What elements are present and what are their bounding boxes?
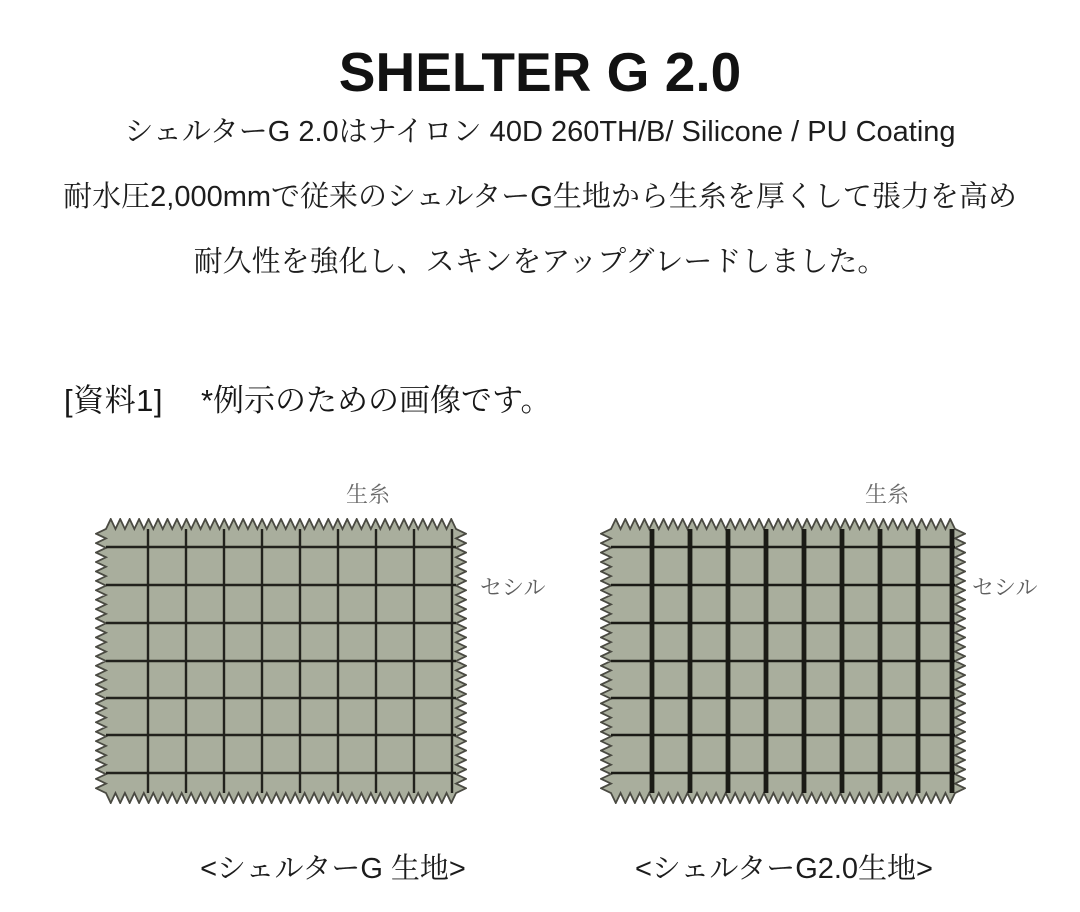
description-line-2: 耐水圧2,000mmで従来のシェルターG生地から生糸を厚くして張力を高め bbox=[63, 181, 1017, 213]
page-title: SHELTER G 2.0 bbox=[338, 40, 742, 103]
figure-caption: <シェルターG 生地> bbox=[200, 853, 466, 885]
warp-thread-label: 生糸 bbox=[345, 482, 391, 507]
figure-note-text: *例示のための画像です。 bbox=[200, 383, 552, 418]
fabric-swatch-shelter-g2 bbox=[600, 518, 966, 804]
warp-thread-label: 生糸 bbox=[864, 482, 910, 507]
figure-reference-label: [資料1] bbox=[64, 383, 163, 418]
figure-note bbox=[64, 381, 552, 421]
weft-thread-label: セシル bbox=[480, 575, 546, 600]
figure-caption: <シェルターG2.0生地> bbox=[634, 853, 934, 885]
weft-thread-label: セシル bbox=[972, 575, 1038, 600]
description-line-3: 耐久性を強化し、スキンをアップグレードしました。 bbox=[193, 246, 887, 278]
product-description bbox=[0, 100, 1080, 295]
fabric-swatch-shelter-g bbox=[95, 518, 467, 804]
description-line-1: シェルターG 2.0はナイロン 40D 260TH/B/ Silicone / PU Coating bbox=[124, 116, 956, 148]
